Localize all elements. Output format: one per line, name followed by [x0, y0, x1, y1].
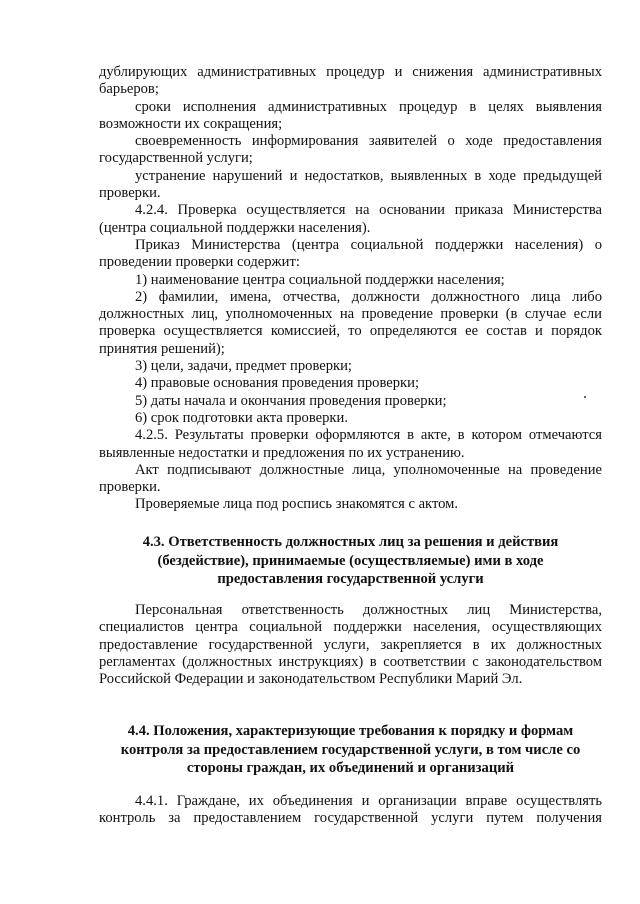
scan-speck	[584, 396, 586, 398]
paragraph-responsibility: Персональная ответственность должностных лиц Министерства, специалистов центра социальной поддержки населения, осуществляющих предоставление государственной услуги, закрепляется в их должностных регламентах (должностных инструкциях) в соответствии с законодательством Российской Федерации и законодательством Республики Марий Эл.	[99, 602, 602, 688]
heading-4-4-line-3: стороны граждан, их объединений и организаций	[186, 760, 515, 777]
section-heading-4-4	[99, 722, 602, 778]
paragraph-order: Приказ Министерства (центра социальной поддержки населения) о проведении проверки содержит:	[99, 236, 602, 271]
paragraph-act-signing: Акт подписывают должностные лица, уполномоченные на проведение проверки.	[99, 461, 602, 496]
body-text-block-1	[99, 64, 602, 514]
list-item-1: 1) наименование центра социальной поддержки населения;	[135, 271, 505, 288]
body-text-block-2	[99, 602, 602, 688]
heading-4-4-line-1: 4.4. Положения, характеризующие требования к порядку и формам	[127, 723, 574, 739]
heading-4-4-line-2: контроля за предоставлением государственной услуги, в том числе со	[120, 741, 581, 758]
body-text-block-3	[99, 793, 602, 828]
paragraph-acquaintance: Проверяемые лица под роспись знакомятся с актом.	[135, 496, 459, 513]
list-item-2: 2) фамилии, имена, отчества, должности должностного лица либо должностных лиц, уполномоченных на проведение проверки (в случае если проверка осуществляется комиссией, то определяются ее состав и порядок принятия решений);	[99, 288, 602, 357]
heading-4-3-line-1: 4.3. Ответственность должностных лиц за решения и действия	[142, 534, 559, 550]
heading-4-3-line-3: предоставления государственной услуги	[217, 571, 484, 588]
list-item-6: 6) срок подготовки акта проверки.	[135, 409, 348, 426]
paragraph-deadlines: сроки исполнения административных процедур в целях выявления возможности их сокращения;	[99, 98, 602, 132]
list-item-5: 5) даты начала и окончания проведения проверки;	[135, 392, 447, 409]
list-item-3: 3) цели, задачи, предмет проверки;	[135, 358, 352, 375]
section-heading-4-3	[99, 533, 602, 589]
heading-4-3-line-2: (бездействие), принимаемые (осуществляемые) ими в ходе	[157, 552, 544, 569]
paragraph-informing: своевременность информирования заявителей о ходе предоставления государственной услуги;	[99, 133, 602, 167]
paragraph-elimination: устранение нарушений и недостатков, выявленных в ходе предыдущей проверки.	[99, 167, 602, 202]
paragraph-4-4-1: 4.4.1. Граждане, их объединения и организации вправе осуществлять контроль за предоставлением государственной услуги путем получения	[99, 793, 602, 827]
paragraph-4-2-5: 4.2.5. Результаты проверки оформляются в акте, в котором отмечаются выявленные недостатки и предложения по их устранению.	[99, 427, 602, 461]
paragraph-continuation: дублирующих административных процедур и снижения административных барьеров;	[99, 64, 602, 98]
paragraph-4-2-4: 4.2.4. Проверка осуществляется на основании приказа Министерства (центра социальной поддержки населения).	[99, 202, 602, 236]
list-item-4: 4) правовые основания проведения проверки;	[135, 375, 420, 392]
